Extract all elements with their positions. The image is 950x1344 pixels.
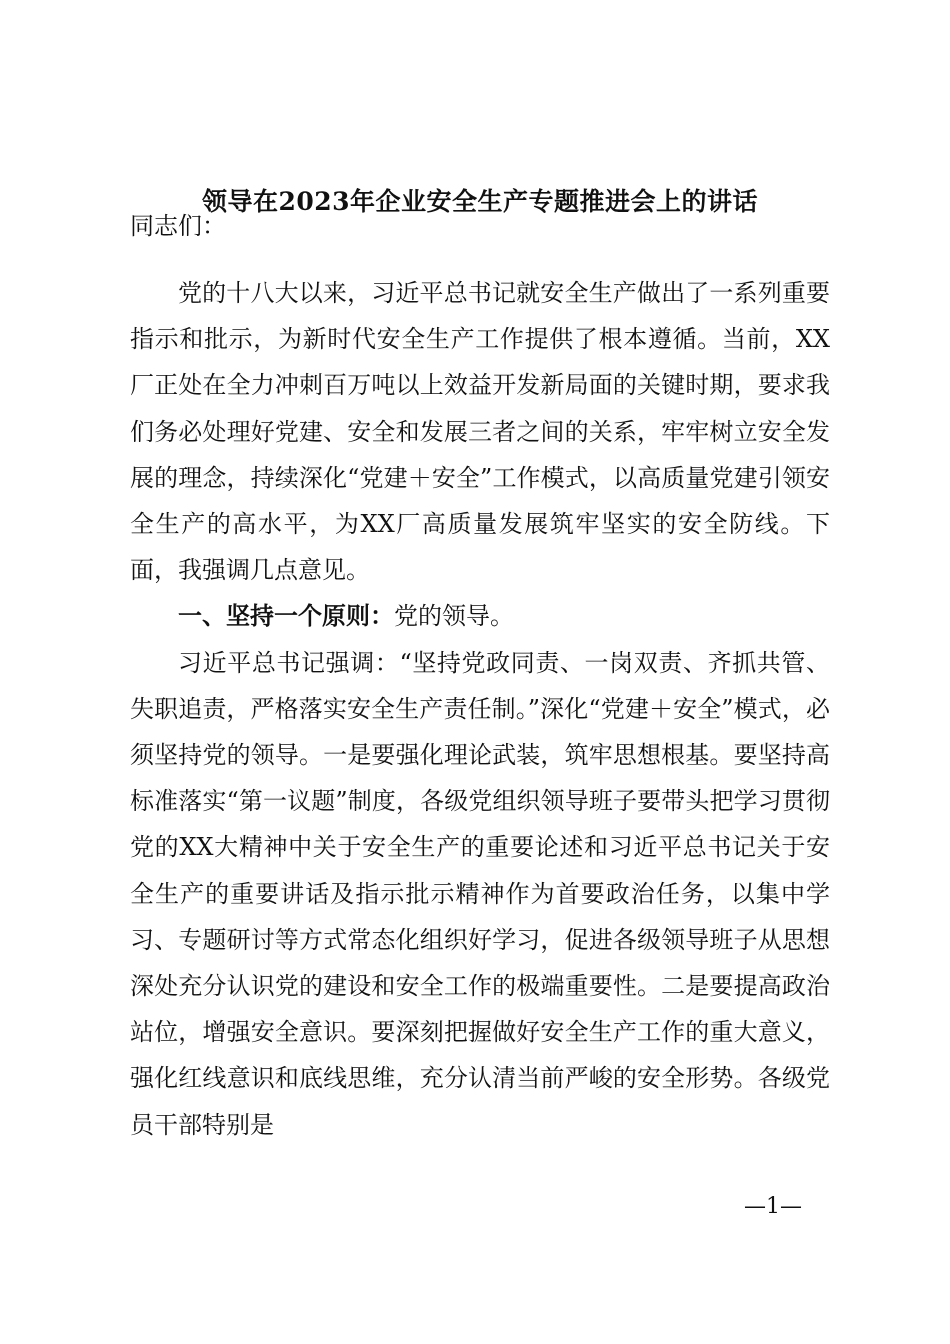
- section-heading-bold: 一、坚持一个原则：: [178, 602, 394, 631]
- intro-paragraph: 党的十八大以来，习近平总书记就安全生产做出了一系列重要指示和批示，为新时代安全生产工作提供了根本遵循。当前，XX厂正处在全力冲刺百万吨以上效益开发新局面的关键时期，要求我们务必处理好党建、安全和发展三者之间的关系，牢牢树立安全发展的理念，持续深化“党建＋安全”工作模式，以高质量党建引领安全生产的高水平，为XX厂高质量发展筑牢坚实的安全防线。下面，我强调几点意见。: [130, 279, 830, 585]
- document-title: 领导在2023年企业安全生产专题推进会上的讲话: [201, 187, 759, 216]
- section-paragraph: 习近平总书记强调：“坚持党政同责、一岗双责、齐抓共管、失职追责，严格落实安全生产责任制。”深化“党建＋安全”模式，必须坚持党的领导。一是要强化理论武装，筑牢思想根基。要坚持高标准落实“第一议题”制度，各级党组织领导班子要带头把学习贯彻党的XX大精神中关于安全生产的重要论述和习近平总书记关于安全生产的重要讲话及指示批示精神作为首要政治任务，以集中学习、专题研讨等方式常态化组织好学习，促进各级领导班子从思想深处充分认识党的建设和安全工作的极端重要性。二是要提高政治站位，增强安全意识。要深刻把握做好安全生产工作的重大意义，强化红线意识和底线思维，充分认清当前严峻的安全形势。各级党员干部特别是: [130, 648, 830, 1139]
- document-body: [130, 270, 830, 1148]
- section-heading-rest: 党的领导。: [394, 602, 514, 631]
- section-heading: [130, 593, 830, 639]
- salutation: 同志们：: [130, 212, 226, 240]
- page-number: —1—: [744, 1194, 802, 1219]
